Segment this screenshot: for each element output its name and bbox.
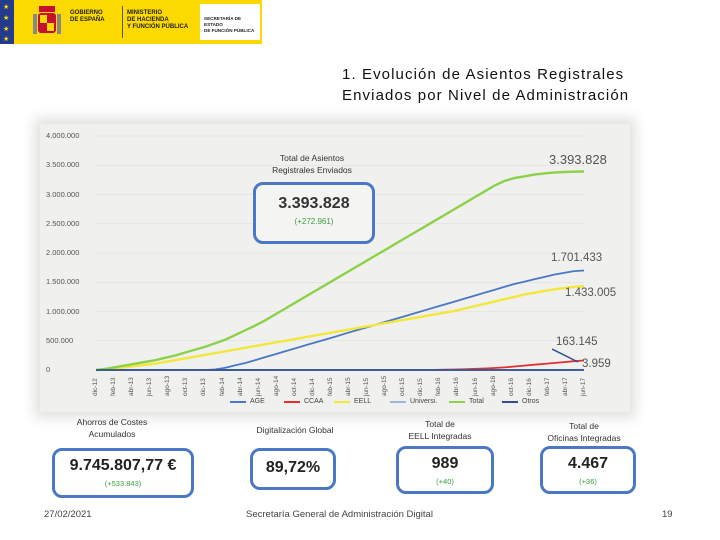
y-tick-label: 2.000.000 xyxy=(46,248,80,257)
y-tick-label: 2.500.000 xyxy=(46,218,80,228)
footer-date: 27/02/2021 xyxy=(44,509,92,520)
x-tick-label: oct-16 xyxy=(507,377,515,396)
legend-label: AGE xyxy=(250,398,265,405)
x-tick-label: abr-15 xyxy=(345,377,353,396)
kpi-savings-delta: (+533.843) xyxy=(104,479,142,488)
legend-label: EELL xyxy=(354,398,372,405)
x-tick-label: jun-14 xyxy=(254,377,262,396)
kpi-oficinas-caption: Total de Oficinas Integradas xyxy=(547,421,621,443)
government-label: GOBIERNO DE ESPAÑA xyxy=(70,10,105,23)
kpi-eell-box xyxy=(396,446,494,494)
y-tick-label: 3.000.000 xyxy=(46,189,80,199)
x-tick-label: abr-14 xyxy=(236,377,244,396)
x-tick-label: dic-13 xyxy=(200,378,208,396)
legend-swatch xyxy=(334,401,350,403)
x-tick-label: dic-14 xyxy=(308,378,316,396)
x-tick-label: oct-14 xyxy=(290,377,298,396)
x-tick-label: jun-17 xyxy=(580,377,587,396)
end-label-univ: 3.959 xyxy=(582,358,611,370)
ministry-label: MINISTERIO DE HACIENDA Y FUNCIÓN PÚBLICA xyxy=(127,10,189,30)
y-tick-label: 3.500.000 xyxy=(46,160,80,170)
legend-swatch xyxy=(502,401,518,403)
y-tick-label: 500.000 xyxy=(46,335,74,345)
legend-item xyxy=(334,398,371,405)
x-tick-label: ago-14 xyxy=(272,375,280,396)
legend-swatch xyxy=(390,401,406,403)
kpi-digital-value: 89,72% xyxy=(265,459,321,476)
x-tick-label: dic-12 xyxy=(92,378,99,396)
callout-delta: (+272.961) xyxy=(294,217,334,226)
kpi-eell-caption: Total de EELL Integradas xyxy=(408,419,472,441)
end-label-total: 3.393.828 xyxy=(549,152,607,167)
legend-swatch xyxy=(449,401,465,403)
secretaria-label: SECRETARÍA DE ESTADO DE FUNCIÓN PÚBLICA xyxy=(204,16,255,33)
x-tick-label: abr-17 xyxy=(561,377,569,396)
x-tick-label: feb-17 xyxy=(543,377,551,396)
x-tick-label: feb-15 xyxy=(326,377,334,396)
end-label-ccaa: 163.145 xyxy=(556,336,598,348)
kpi-savings-box xyxy=(52,448,194,498)
x-tick-label: jun-15 xyxy=(363,377,371,396)
legend-swatch xyxy=(230,401,246,403)
x-tick-label: abr-13 xyxy=(128,377,136,396)
arrow-pointer-icon xyxy=(552,348,582,364)
x-tick-label: jun-16 xyxy=(471,377,479,396)
legend-item xyxy=(449,398,484,405)
x-tick-label: ago-16 xyxy=(489,375,497,396)
x-tick-label: oct-15 xyxy=(399,377,407,396)
kpi-savings-caption: Ahorros de Costes Acumulados xyxy=(76,417,148,439)
legend-label: CCAA xyxy=(304,398,324,405)
slide-title: 1. Evolución de Asientos Registrales Enviados por Nivel de Administración xyxy=(342,66,630,104)
end-label-eell: 1.433.005 xyxy=(565,287,617,299)
y-tick-label: 1.000.000 xyxy=(46,306,80,316)
x-tick-label: dic-16 xyxy=(525,378,533,396)
x-tick-label: abr-16 xyxy=(453,377,461,396)
footer-org: Secretaría General de Administración Digital xyxy=(246,509,433,520)
eu-flag-stripe: ★ ★ ★ ★ xyxy=(0,0,14,44)
kpi-digital-box xyxy=(250,448,336,490)
kpi-eell-value: 989 xyxy=(431,455,459,472)
x-tick-label: jun-13 xyxy=(146,377,154,396)
callout-caption: Total de Asientos Registrales Enviados xyxy=(272,153,352,175)
kpi-oficinas-box xyxy=(540,446,636,494)
legend-item xyxy=(390,398,437,405)
x-tick-label: ago-15 xyxy=(381,375,389,396)
callout-value: 3.393.828 xyxy=(278,195,350,212)
legend-item xyxy=(230,398,265,405)
kpi-oficinas-delta: (+36) xyxy=(579,477,597,486)
legend-item xyxy=(284,398,323,405)
page-number: 19 xyxy=(662,509,673,520)
legend-label: Otros xyxy=(522,398,540,405)
callout-total-box xyxy=(253,182,375,244)
kpi-digital-caption: Digitalización Global xyxy=(256,425,334,435)
kpi-oficinas-value: 4.467 xyxy=(567,455,609,472)
legend-label: Total xyxy=(469,398,484,405)
kpi-savings-value: 9.745.807,77 € xyxy=(69,457,177,474)
legend-item xyxy=(502,398,539,405)
legend-swatch xyxy=(284,401,300,403)
x-tick-label: dic-15 xyxy=(417,378,425,396)
x-tick-label: oct-13 xyxy=(182,377,190,396)
x-tick-label: ago-13 xyxy=(164,375,172,396)
legend-label: Universi. xyxy=(410,398,438,405)
y-tick-label: 0 xyxy=(46,365,51,374)
y-tick-label: 4.000.000 xyxy=(46,131,80,140)
x-tick-label: feb-16 xyxy=(435,377,443,396)
kpi-eell-delta: (+40) xyxy=(436,477,454,486)
y-tick-label: 1.500.000 xyxy=(46,277,80,287)
series-line-age xyxy=(96,271,584,371)
x-tick-label: feb-14 xyxy=(218,377,226,396)
x-tick-label: feb-13 xyxy=(110,377,118,396)
end-label-age: 1.701.433 xyxy=(551,252,603,264)
